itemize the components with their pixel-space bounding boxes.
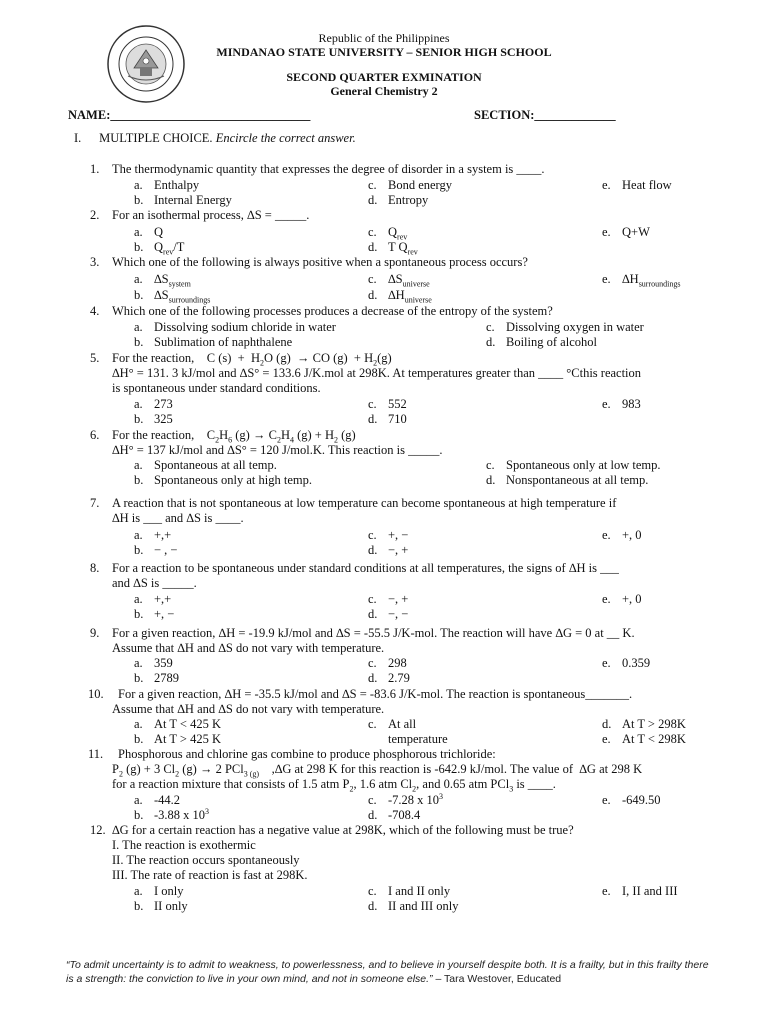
- question-number: 5.: [90, 351, 100, 365]
- option-11c[interactable]: c. -7.28 x $10^3$: [368, 791, 444, 807]
- question-stem: Phosphorous and chlorine gas combine to produce phosphorous trichloride:: [118, 747, 496, 761]
- option-5d[interactable]: d. 710: [368, 412, 407, 426]
- question-stem: A reaction that is not spontaneous at low temperature can become spontaneous at high temperature if: [112, 496, 617, 510]
- option-7d[interactable]: d. −, +: [368, 543, 409, 557]
- question-2: [90, 208, 730, 223]
- option-3d[interactable]: d. $\Delta H_{universe}$: [368, 288, 432, 305]
- question-3: [90, 255, 730, 270]
- question-number: 6.: [90, 428, 100, 442]
- header-subject: General Chemistry 2: [330, 84, 438, 98]
- option-2b[interactable]: b. $Q_{rev}/T$: [134, 240, 185, 257]
- option-3c[interactable]: c. $\Delta S_{universe}$: [368, 272, 430, 289]
- option-5c[interactable]: c. 552: [368, 397, 407, 411]
- option-1e[interactable]: e. Heat flow: [602, 178, 672, 192]
- option-9b[interactable]: b. 2789: [134, 671, 179, 685]
- option-8a[interactable]: a. +,+: [134, 592, 172, 606]
- quote-text: “To admit uncertainty is to admit to weakness, to powerlessness, and to believe in yourself despite both. It is a frailty, but in this frailty there is a strength: the conviction to live in your own mind, and not in someone else.”: [66, 959, 709, 985]
- option-3e[interactable]: e. $\Delta H_{surroundings}$: [602, 272, 681, 289]
- name-field[interactable]: NAME:________________________________: [68, 108, 311, 122]
- question-number: 11.: [88, 747, 104, 761]
- option-8b[interactable]: b. +, −: [134, 607, 175, 621]
- question-number: 7.: [90, 496, 100, 510]
- option-6b[interactable]: b. Spontaneous only at high temp.: [134, 473, 312, 487]
- question-stem-line2: and ∆S is _____.: [112, 576, 197, 590]
- option-9a[interactable]: a. 359: [134, 656, 173, 670]
- question-10: [90, 687, 730, 717]
- question-number: 12.: [90, 823, 106, 837]
- question-11: [90, 747, 730, 792]
- option-1c[interactable]: c. Bond energy: [368, 178, 452, 192]
- option-11a[interactable]: a. -44.2: [134, 793, 181, 807]
- question-6: [90, 428, 730, 458]
- question-stem: For the reaction, C $(s) + H_2O$ (g) → CO $(g) + H_2(g)$: [112, 351, 392, 368]
- option-10e[interactable]: e. At T < 298K: [602, 732, 686, 746]
- option-5b[interactable]: b. 325: [134, 412, 173, 426]
- option-10c-cont[interactable]: temperature: [388, 732, 448, 746]
- option-9d[interactable]: d. 2.79: [368, 671, 410, 685]
- option-2e[interactable]: e. Q+W: [602, 225, 650, 239]
- option-1d[interactable]: d. Entropy: [368, 193, 429, 207]
- option-11b[interactable]: b. -3.88 x $10^3$: [134, 806, 210, 822]
- question-5: [90, 351, 730, 396]
- question-stem: Which one of the following is always positive when a spontaneous process occurs?: [112, 255, 528, 269]
- statement-1: I. The reaction is exothermic: [112, 838, 256, 852]
- question-stem: For an isothermal process, ∆S = _____.: [112, 208, 310, 222]
- question-7: [90, 496, 730, 526]
- option-1a[interactable]: a. Enthalpy: [134, 178, 200, 192]
- statement-2: II. The reaction occurs spontaneously: [112, 853, 300, 867]
- option-10c[interactable]: c. At all: [368, 717, 417, 731]
- option-4a[interactable]: a. Dissolving sodium chloride in water: [134, 320, 336, 334]
- option-4b[interactable]: b. Sublimation of naphthalene: [134, 335, 293, 349]
- option-12a[interactable]: a. I only: [134, 884, 184, 898]
- option-4d[interactable]: d. Boiling of alcohol: [486, 335, 597, 349]
- option-11e[interactable]: e. -649.50: [602, 793, 661, 807]
- option-2c[interactable]: c. $Q_{rev}$: [368, 225, 408, 242]
- option-3b[interactable]: b. $\Delta S_{surroundings}$: [134, 288, 211, 305]
- question-stem: For a reaction to be spontaneous under standard conditions at all temperatures, the signs of ∆H is ___: [112, 561, 619, 575]
- question-stem-line2: Assume that ∆H and ∆S do not vary with temperature.: [112, 702, 385, 716]
- option-12e[interactable]: e. I, II and III: [602, 884, 678, 898]
- option-8c[interactable]: c. −, +: [368, 592, 409, 606]
- question-stem-line2: ∆H is ___ and ∆S is ____.: [112, 511, 244, 525]
- option-12b[interactable]: b. II only: [134, 899, 188, 913]
- part-instruction: Encircle the correct answer.: [215, 131, 356, 145]
- part-heading: [74, 131, 356, 146]
- question-8: [90, 561, 730, 591]
- question-stem-line2: $P_2$ (g) + 3 $Cl_2$ (g) → 2 PCl$_{3 (g)}$ ,∆G at 298 K for this reaction is -642.9 kJ/mol. The value of ∆G at 298 K: [112, 762, 643, 779]
- question-stem-line2: ∆H° = 131. 3 kJ/mol and ∆S° = 133.6 J/K.mol at 298K. At temperatures greater than ____ °Cthis reaction: [112, 366, 642, 380]
- question-number: 2.: [90, 208, 100, 222]
- question-number: 3.: [90, 255, 100, 269]
- option-2a[interactable]: a. Q: [134, 225, 164, 239]
- question-number: 9.: [90, 626, 100, 640]
- option-7c[interactable]: c. +, −: [368, 528, 409, 542]
- section-field[interactable]: SECTION:_____________: [474, 108, 616, 122]
- option-9c[interactable]: c. 298: [368, 656, 407, 670]
- option-8d[interactable]: d. −, −: [368, 607, 409, 621]
- question-stem: For a given reaction, ∆H = -19.9 kJ/mol and ∆S = -55.5 J/K-mol. The reaction will have ∆G = 0 at __ K.: [112, 626, 635, 640]
- question-1: [90, 162, 730, 177]
- option-12c[interactable]: c. I and II only: [368, 884, 451, 898]
- option-6c[interactable]: c. Spontaneous only at low temp.: [486, 458, 661, 472]
- option-6d[interactable]: d. Nonspontaneous at all temp.: [486, 473, 649, 487]
- option-5a[interactable]: a. 273: [134, 397, 173, 411]
- question-number: 10.: [88, 687, 104, 701]
- option-6a[interactable]: a. Spontaneous at all temp.: [134, 458, 277, 472]
- question-stem: For a given reaction, ∆H = -35.5 kJ/mol and ∆S = -83.6 J/K-mol. The reaction is spontaneous_______.: [118, 687, 633, 701]
- question-stem-line3: for a reaction mixture that consists of 1.5 atm $P_2$, 1.6 atm $Cl_2$, and 0.65 atm PCl$_3$ is ____.: [112, 777, 556, 794]
- option-12d[interactable]: d. II and III only: [368, 899, 459, 913]
- option-10a[interactable]: a. At T < 425 K: [134, 717, 222, 731]
- question-stem: ∆G for a certain reaction has a negative value at 298K, which of the following must be true?: [112, 823, 574, 837]
- part-number: I.: [74, 131, 82, 145]
- statement-3: III. The rate of reaction is fast at 298K.: [112, 868, 308, 882]
- option-9e[interactable]: e. 0.359: [602, 656, 651, 670]
- header-exam-title: SECOND QUARTER EXMINATION: [286, 70, 482, 84]
- option-1b[interactable]: b. Internal Energy: [134, 193, 232, 207]
- option-10d[interactable]: d. At T > 298K: [602, 717, 686, 731]
- question-number: 1.: [90, 162, 100, 176]
- option-3a[interactable]: a. $\Delta S_{system}$: [134, 272, 191, 289]
- question-stem: The thermodynamic quantity that expresses the degree of disorder in a system is ____.: [112, 162, 545, 176]
- option-7e[interactable]: e. +, 0: [602, 528, 642, 542]
- question-stem-line2: Assume that ∆H and ∆S do not vary with temperature.: [112, 641, 385, 655]
- option-5e[interactable]: e. 983: [602, 397, 641, 411]
- question-number: 8.: [90, 561, 100, 575]
- option-11d[interactable]: d. -708.4: [368, 808, 421, 822]
- option-8e[interactable]: e. +, 0: [602, 592, 642, 606]
- option-10b[interactable]: b. At T > 425 K: [134, 732, 222, 746]
- question-stem-line3: is spontaneous under standard conditions.: [112, 381, 321, 395]
- quote-author: – Tara Westover, Educated: [435, 973, 562, 985]
- question-9: [90, 626, 730, 656]
- question-number: 4.: [90, 304, 100, 318]
- footer-quote: [66, 958, 716, 986]
- question-stem: Which one of the following processes produces a decrease of the entropy of the system?: [112, 304, 553, 318]
- question-stem-line2: ∆H° = 137 kJ/mol and ∆S° = 120 J/mol.K. This reaction is _____.: [112, 443, 443, 457]
- question-stem: For the reaction, $C_2H_6$ $(g) \to C_2H_4$ $(g) + H_2$ (g): [112, 428, 356, 445]
- header-university: MINDANAO STATE UNIVERSITY – SENIOR HIGH SCHOOL: [216, 45, 552, 59]
- part-title: MULTIPLE CHOICE.: [99, 131, 213, 145]
- question-12: [90, 823, 730, 883]
- option-7a[interactable]: a. +,+: [134, 528, 172, 542]
- option-7b[interactable]: b. − , −: [134, 543, 178, 557]
- option-2d[interactable]: d. T $Q_{rev}$: [368, 240, 418, 257]
- header-republic: Republic of the Philippines: [318, 31, 450, 45]
- question-4: [90, 304, 730, 319]
- option-4c[interactable]: c. Dissolving oxygen in water: [486, 320, 644, 334]
